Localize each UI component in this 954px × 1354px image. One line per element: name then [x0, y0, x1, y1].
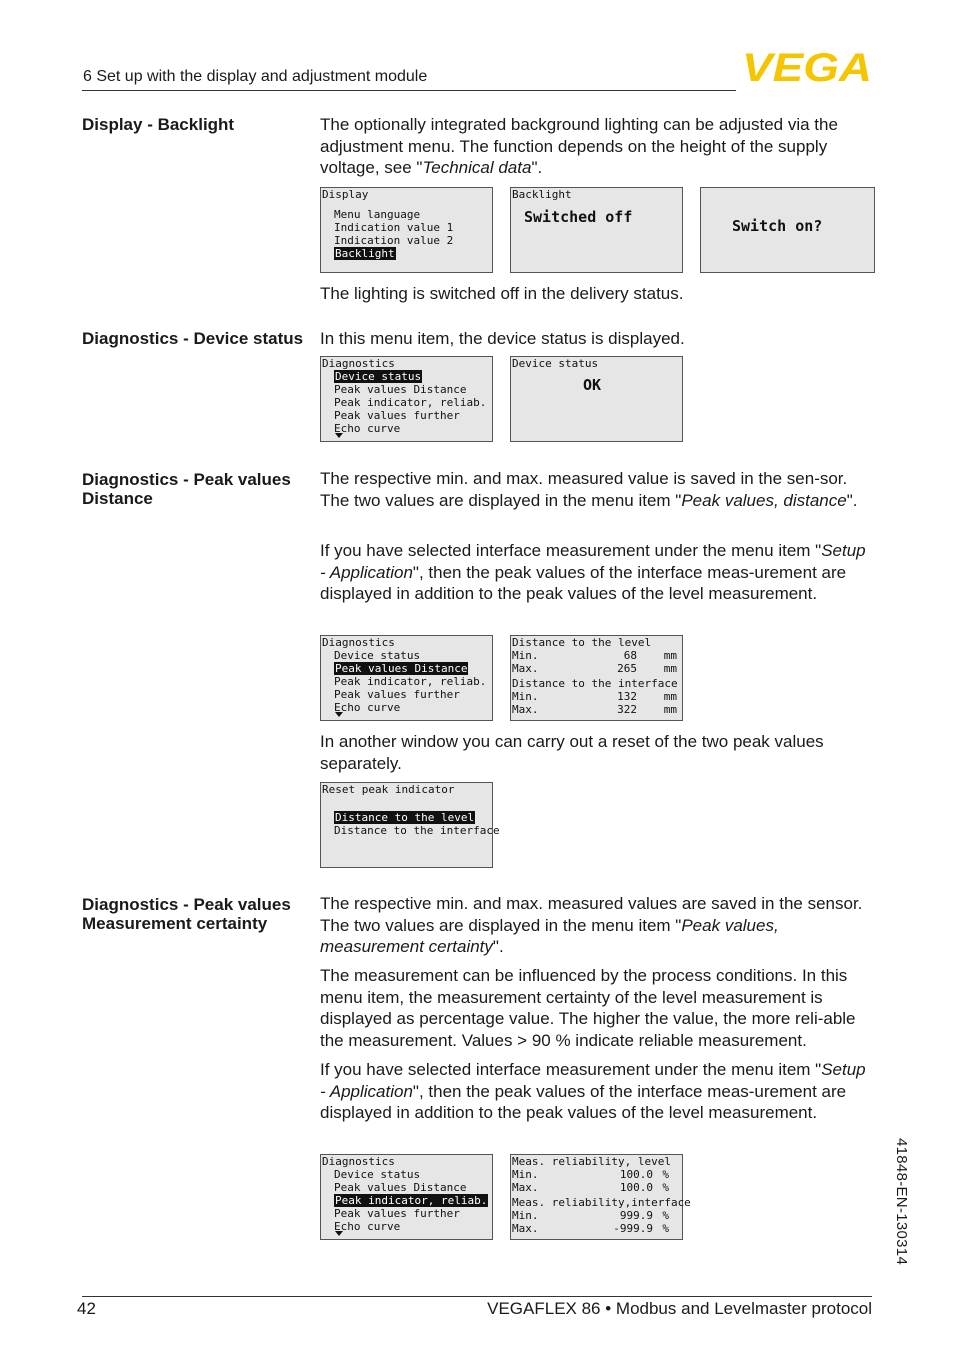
footer-document-title: VEGAFLEX 86 • Modbus and Levelmaster protocol — [487, 1299, 872, 1318]
peak-certainty-paragraph-3: If you have selected interface measurement under the menu item "Setup - Application", then the peak values of the interface meas-urement are displayed in addition to the peak values of the level measurement. — [320, 1060, 866, 1122]
peak-distance-paragraph-3: In another window you can carry out a reset of the two peak values separately. — [320, 732, 824, 773]
lcd-switch-on: Switch on? — [700, 187, 875, 273]
peak-certainty-paragraph-1: The respective min. and max. measured values are saved in the sensor. The two values are displayed in the menu item "Peak values, measurement certainty". — [320, 894, 863, 956]
header-rule — [82, 90, 736, 91]
vega-logo — [742, 50, 872, 84]
scroll-down-arrow-icon — [335, 433, 343, 438]
section-title-peak-certainty: Diagnostics - Peak values Measurement certainty — [82, 895, 291, 933]
scroll-down-arrow-icon — [335, 712, 343, 717]
running-header: 6 Set up with the display and adjustment module — [83, 68, 428, 85]
peak-certainty-paragraph-2: The measurement can be influenced by the process conditions. In this menu item, the measurement certainty of the level measurement is displayed as percentage value. The higher the value, the more reli-able the measurement. Values > 90 % indicate reliable measurement. — [320, 966, 856, 1050]
page-number: 42 — [77, 1299, 96, 1318]
peak-distance-paragraph-1: The respective min. and max. measured value is saved in the sen-sor. The two values are displayed in the menu item "Peak values, distance". — [320, 469, 858, 510]
lcd-distance-values: Distance to the level Min. 68 mm Max. 265 mm Distance to the interface Min. 132 mm Max. 322 mm — [510, 635, 683, 721]
vega-logo-text: VEGA — [742, 50, 872, 84]
section-title-peak-distance: Diagnostics - Peak values Distance — [82, 470, 291, 508]
lcd-diagnostics-menu-2: Diagnostics Device status Peak values Distance Peak indicator, reliab. Peak values further Echo curve — [320, 635, 493, 721]
device-status-paragraph: In this menu item, the device status is displayed. — [320, 329, 685, 348]
lcd-reliability-values: Meas. reliability, level Min. 100.0 % Max. 100.0 % Meas. reliability,interface Min. 999.9 % Max. -999.9 % — [510, 1154, 683, 1240]
lcd-display-menu: Display Menu language Indication value 1 Indication value 2 Backlight — [320, 187, 493, 273]
footer-rule — [82, 1296, 872, 1297]
lcd-backlight-state: Backlight Switched off — [510, 187, 683, 273]
lcd-diagnostics-menu-3: Diagnostics Device status Peak values Distance Peak indicator, reliab. Peak values further Echo curve — [320, 1154, 493, 1240]
backlight-paragraph-2: The lighting is switched off in the delivery status. — [320, 284, 684, 303]
lcd-device-status: Device status OK — [510, 356, 683, 442]
lcd-reset-peak-indicator: Reset peak indicator Distance to the level Distance to the interface — [320, 782, 493, 868]
lcd-diagnostics-menu-1: Diagnostics Device status Peak values Distance Peak indicator, reliab. Peak values further Echo curve — [320, 356, 493, 442]
backlight-paragraph-1: The optionally integrated background lighting can be adjusted via the adjustment menu. The function depends on the height of the supply voltage, see "Technical data". — [320, 115, 838, 177]
peak-distance-paragraph-2: If you have selected interface measurement under the menu item "Setup - Application", then the peak values of the interface meas-urement are displayed in addition to the peak values of the level measurement. — [320, 541, 866, 603]
scroll-down-arrow-icon — [335, 1231, 343, 1236]
document-code: 41848-EN-130314 — [893, 1138, 910, 1266]
section-title-backlight: Display - Backlight — [82, 115, 235, 134]
section-title-device-status: Diagnostics - Device status — [82, 329, 304, 348]
